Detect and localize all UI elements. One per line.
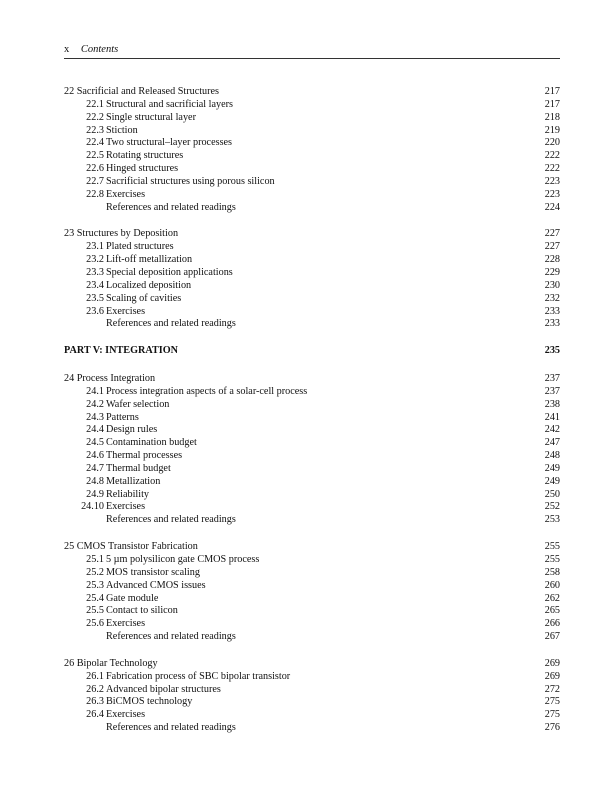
chapter-page: 269	[544, 657, 560, 669]
entry-number: 26.2	[86, 683, 104, 695]
entry-title: Reliability	[106, 488, 150, 500]
toc-entry	[64, 450, 560, 463]
chapter-number: 23	[64, 228, 75, 240]
toc-entry	[64, 163, 560, 176]
entry-page: 258	[544, 566, 560, 578]
entry-title: Design rules	[106, 424, 158, 436]
entry-number: 22.4	[86, 137, 104, 149]
entry-title: References and related readings	[106, 514, 236, 526]
chapter-22	[64, 86, 560, 214]
toc-entry	[64, 593, 560, 606]
entry-number: 22.1	[86, 98, 104, 110]
entry-number: 23.2	[86, 254, 104, 266]
toc-entry	[64, 696, 560, 709]
toc-entry	[64, 618, 560, 631]
toc-entry	[64, 605, 560, 618]
toc-entry	[64, 684, 560, 697]
toc-entry	[64, 671, 560, 684]
toc-entry	[64, 463, 560, 476]
toc-entry	[64, 437, 560, 450]
entry-number: 26.4	[86, 709, 104, 721]
chapter-name: Structures by Deposition	[76, 228, 179, 240]
entry-title: Special deposition applications	[106, 266, 233, 278]
entry-number: 24.3	[86, 411, 104, 423]
entry-title: Lift-off metallization	[106, 254, 193, 266]
entry-title: Hinged structures	[106, 163, 179, 175]
chapter-number: 26	[64, 657, 75, 669]
entry-title: References and related readings	[106, 722, 236, 734]
entry-title: Structural and sacrificial layers	[106, 98, 234, 110]
entry-title: Wafer selection	[106, 398, 170, 410]
toc-entry	[64, 386, 560, 399]
entry-page: 237	[544, 385, 560, 397]
toc-entry	[64, 125, 560, 138]
entry-title: Exercises	[106, 618, 146, 630]
toc-entry	[64, 489, 560, 502]
entry-title: Gate module	[106, 592, 159, 604]
entry-title: Exercises	[106, 501, 146, 513]
entry-page: 272	[544, 683, 560, 695]
part-heading	[64, 345, 560, 358]
entry-page: 217	[544, 98, 560, 110]
toc-entry	[64, 293, 560, 306]
chapter-23	[64, 228, 560, 331]
toc-entry	[64, 112, 560, 125]
entry-page: 232	[544, 292, 560, 304]
entry-number: 25.3	[86, 579, 104, 591]
entry-page: 218	[544, 111, 560, 123]
running-title: Contents	[80, 44, 119, 55]
chapter-25	[64, 541, 560, 644]
entry-number: 25.2	[86, 566, 104, 578]
references-entry	[64, 318, 560, 331]
entry-number: 23.4	[86, 279, 104, 291]
entry-title: Rotating structures	[106, 150, 184, 162]
chapter-page: 227	[544, 228, 560, 240]
chapter-heading	[64, 541, 560, 554]
entry-title: Contact to silicon	[106, 605, 178, 617]
entry-page: 229	[544, 266, 560, 278]
entry-page: 255	[544, 554, 560, 565]
entry-title: Single structural layer	[106, 111, 196, 123]
chapter-heading	[64, 228, 560, 241]
chapter-page: 255	[544, 541, 560, 553]
entry-page: 265	[544, 605, 560, 617]
entry-title: Metallization	[106, 475, 161, 487]
entry-title: Exercises	[106, 305, 146, 317]
entry-page: 242	[544, 424, 560, 436]
entry-title: Thermal processes	[106, 450, 183, 462]
entry-page: 248	[544, 450, 560, 462]
toc-entry	[64, 280, 560, 293]
entry-title: 5 µm polysilicon gate CMOS process	[106, 554, 260, 565]
entry-title: Fabrication process of SBC bipolar transistor	[106, 670, 291, 682]
toc-entry	[64, 399, 560, 412]
references-entry	[64, 631, 560, 644]
entry-page: 250	[544, 488, 560, 500]
entry-page: 227	[544, 241, 560, 253]
part-title: PART V: INTEGRATION	[64, 345, 178, 357]
entry-title: References and related readings	[106, 318, 236, 330]
chapter-title	[64, 86, 219, 99]
entry-page: 249	[544, 462, 560, 474]
entry-page: 223	[544, 175, 560, 187]
table-of-contents	[64, 86, 560, 749]
entry-page: 228	[544, 254, 560, 266]
chapter-name: Bipolar Technology	[76, 657, 158, 669]
entry-page: 220	[544, 137, 560, 149]
entry-title: Localized deposition	[106, 279, 192, 291]
chapter-heading	[64, 373, 560, 386]
entry-number: 22.8	[86, 188, 104, 200]
entry-page: 267	[544, 631, 560, 643]
entry-title: Patterns	[106, 411, 139, 423]
toc-entry	[64, 267, 560, 280]
entry-title: Stiction	[106, 124, 138, 136]
entry-title: Sacrificial structures using porous silicon	[106, 175, 275, 187]
running-header	[64, 43, 560, 59]
entry-title: Scaling of cavities	[106, 292, 182, 304]
entry-number: 24.8	[86, 475, 104, 487]
chapter-26	[64, 658, 560, 735]
toc-entry	[64, 306, 560, 319]
chapter-heading	[64, 86, 560, 99]
references-entry	[64, 514, 560, 527]
entry-title: References and related readings	[106, 201, 236, 213]
entry-page: 249	[544, 475, 560, 487]
references-entry	[64, 722, 560, 735]
entry-number: 25.1	[86, 554, 104, 565]
entry-number: 24.10	[81, 501, 104, 513]
entry-page: 222	[544, 150, 560, 162]
entry-title: Exercises	[106, 188, 146, 200]
entry-number: 22.6	[86, 163, 104, 175]
entry-page: 269	[544, 670, 560, 682]
toc-entry	[64, 567, 560, 580]
entry-title: MOS transistor scaling	[106, 566, 200, 578]
entry-title: Plated structures	[106, 241, 174, 253]
entry-number: 26.3	[86, 696, 104, 708]
entry-page: 253	[544, 514, 560, 526]
chapter-name: Process Integration	[76, 373, 156, 385]
toc-entry	[64, 150, 560, 163]
entry-number: 24.6	[86, 450, 104, 462]
toc-entry	[64, 99, 560, 112]
chapter-number: 22	[64, 86, 75, 97]
references-entry	[64, 202, 560, 215]
entry-number: 22.5	[86, 150, 104, 162]
entry-page: 247	[544, 437, 560, 449]
entry-number: 26.1	[86, 670, 104, 682]
entry-number: 24.9	[86, 488, 104, 500]
entry-number: 24.5	[86, 437, 104, 449]
entry-title: Exercises	[106, 709, 146, 721]
chapter-24	[64, 373, 560, 527]
entry-page: 266	[544, 618, 560, 630]
toc-entry	[64, 709, 560, 722]
entry-page: 275	[544, 696, 560, 708]
entry-page: 230	[544, 279, 560, 291]
toc-entry	[64, 241, 560, 254]
entry-page: 252	[544, 501, 560, 513]
chapter-title	[64, 658, 158, 671]
entry-page: 260	[544, 579, 560, 591]
toc-entry	[64, 580, 560, 593]
toc-group-1	[64, 86, 560, 331]
entry-number: 23.3	[86, 266, 104, 278]
part-page: 235	[544, 345, 560, 357]
entry-number: 22.2	[86, 111, 104, 123]
entry-page: 222	[544, 163, 560, 175]
chapter-name: Sacrificial and Released Structures	[76, 86, 220, 97]
entry-title: Process integration aspects of a solar-cell process	[106, 385, 308, 397]
entry-title: Two structural–layer processes	[106, 137, 233, 149]
entry-page: 233	[544, 318, 560, 330]
toc-entry	[64, 137, 560, 150]
entry-page: 219	[544, 124, 560, 136]
entry-title: Contamination budget	[106, 437, 197, 449]
entry-number: 23.1	[86, 241, 104, 253]
entry-page: 262	[544, 592, 560, 604]
toc-entry	[64, 476, 560, 489]
entry-title: References and related readings	[106, 631, 236, 643]
entry-number: 24.1	[86, 385, 104, 397]
entry-page: 275	[544, 709, 560, 721]
toc-entry	[64, 254, 560, 267]
chapter-title	[64, 228, 178, 241]
entry-number: 23.6	[86, 305, 104, 317]
entry-number: 22.7	[86, 175, 104, 187]
entry-page: 238	[544, 398, 560, 410]
entry-number: 25.6	[86, 618, 104, 630]
entry-page: 233	[544, 305, 560, 317]
entry-number: 25.5	[86, 605, 104, 617]
entry-number: 25.4	[86, 592, 104, 604]
entry-title: Advanced CMOS issues	[106, 579, 206, 591]
entry-title: Advanced bipolar structures	[106, 683, 221, 695]
toc-entry	[64, 412, 560, 425]
chapter-heading	[64, 658, 560, 671]
toc-entry	[64, 501, 560, 514]
entry-number: 22.3	[86, 124, 104, 136]
chapter-page: 217	[544, 86, 560, 97]
toc-entry	[64, 424, 560, 437]
page-number: x	[64, 44, 70, 55]
chapter-title	[64, 373, 155, 386]
entry-title: BiCMOS technology	[106, 696, 193, 708]
toc-entry	[64, 554, 560, 567]
entry-number: 23.5	[86, 292, 104, 304]
entry-page: 276	[544, 722, 560, 734]
chapter-number: 24	[64, 373, 75, 385]
entry-page: 224	[544, 201, 560, 213]
toc-entry	[64, 189, 560, 202]
toc-entry	[64, 176, 560, 189]
entry-number: 24.4	[86, 424, 104, 436]
chapter-page: 237	[544, 373, 560, 385]
toc-group-2	[64, 373, 560, 735]
chapter-name: CMOS Transistor Fabrication	[76, 541, 198, 553]
entry-page: 223	[544, 188, 560, 200]
chapter-number: 25	[64, 541, 75, 553]
entry-page: 241	[544, 411, 560, 423]
chapter-title	[64, 541, 198, 554]
entry-number: 24.2	[86, 398, 104, 410]
entry-title: Thermal budget	[106, 462, 171, 474]
entry-number: 24.7	[86, 462, 104, 474]
